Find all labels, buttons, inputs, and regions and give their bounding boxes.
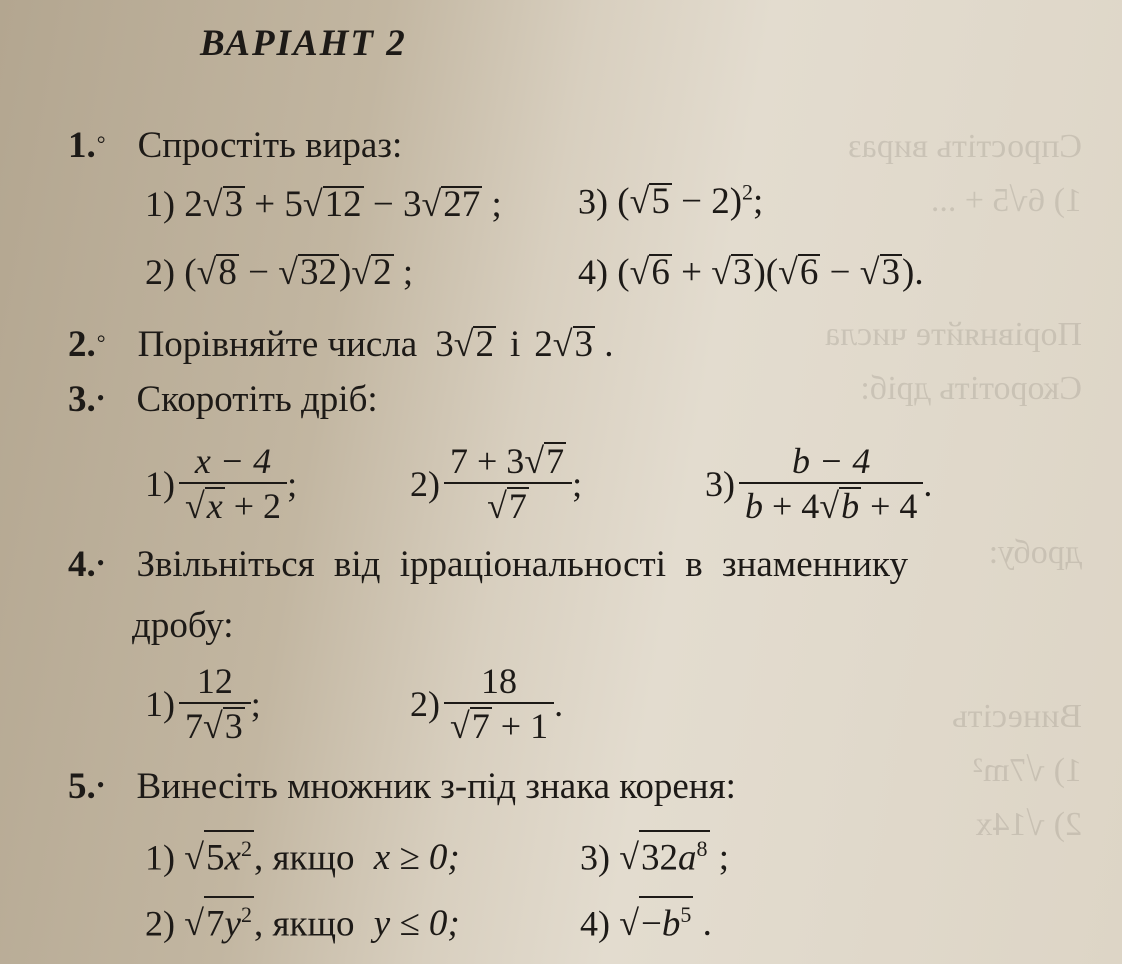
item-label: 4) — [580, 903, 610, 944]
task-number: 3. — [68, 379, 96, 420]
task-3-fraction-1: 1) $\frac{x - 4}{√x + 2}$ ; — [145, 441, 298, 526]
task-1-expr-4 — [578, 251, 924, 294]
item-label: 2) — [410, 464, 440, 504]
denominator: 7√3 — [179, 702, 251, 748]
item-label: 3) — [580, 837, 610, 878]
task-number: 4. — [68, 544, 96, 585]
condition-text: , якщо — [253, 903, 355, 945]
task-5-expr-3 — [580, 830, 729, 879]
math-expr: $√-b^5$ . — [619, 903, 712, 944]
math-expr: 2√3 . — [534, 324, 614, 365]
task-3-fraction-2: 2) $\frac{7 + 3√7}{√7}$ ; — [410, 441, 583, 526]
page-title: ВАРІАНТ 2 — [200, 23, 407, 64]
item-label: 4) — [578, 252, 608, 292]
difficulty-mark: • — [96, 549, 105, 575]
task-text: Винесіть множник з-під знака кореня: — [136, 766, 736, 807]
numerator: 7 + 3√7 — [450, 441, 565, 481]
fraction — [179, 660, 251, 748]
task-number: 1. — [68, 125, 96, 166]
numerator: 18 — [481, 661, 518, 701]
item-label: 3) — [578, 181, 608, 222]
bleed-line: 1) √7m² — [972, 752, 1082, 789]
task-3-fraction-3: 3) $\frac{b - 4}{b + 4√b + 4}$ . — [705, 441, 933, 526]
item-label: 3) — [705, 464, 735, 504]
math-expr: $√5x^2$ — [184, 837, 254, 878]
task-number: 5. — [68, 766, 96, 807]
fraction — [739, 440, 923, 528]
task-1-expr-2 — [145, 251, 413, 294]
task-1-header — [68, 124, 402, 167]
task-4-text-continued: дробу: — [132, 605, 234, 646]
bleed-line: Спростіть вираз — [848, 128, 1082, 165]
denominator: √x + 2 — [179, 482, 287, 528]
numerator: x − 4 — [194, 441, 272, 481]
task-5-expr-4 — [580, 896, 712, 945]
item-label: 2) — [410, 684, 440, 724]
task-5-header — [68, 765, 736, 808]
condition-inequality: x ≥ 0; — [373, 837, 460, 879]
task-1-expr-3 — [578, 180, 763, 223]
bleed-line: Винесіть — [952, 698, 1082, 735]
item-label: 1) — [145, 837, 175, 878]
task-2 — [68, 323, 614, 366]
condition-inequality: y ≤ 0; — [373, 903, 460, 945]
difficulty-mark: • — [96, 384, 105, 410]
task-3-header — [68, 378, 378, 421]
bleed-line: 2) √14x — [975, 806, 1082, 843]
task-1-expr-1 — [145, 183, 502, 226]
math-expr: 3√2 — [435, 324, 494, 365]
difficulty-mark: ° — [96, 329, 106, 355]
task-text: Порівняйте числа — [137, 324, 418, 365]
task-4-fraction-2: 2) $\frac{18}{√7 + 1}$ . — [410, 661, 564, 746]
fraction — [444, 660, 554, 748]
task-text: Скоротіть дріб: — [136, 379, 378, 420]
task-4-header — [68, 543, 908, 586]
task-number: 2. — [68, 324, 96, 365]
bleed-line: 1) 6√5 + ... — [930, 182, 1082, 219]
task-5-expr-2 — [145, 896, 460, 945]
math-expr: (√6 + √3)(√6 − √3). — [617, 252, 924, 293]
fraction — [444, 440, 572, 528]
bleed-line: дробу: — [988, 534, 1082, 571]
item-label: 2) — [145, 252, 175, 292]
task-5-expr-1 — [145, 830, 460, 879]
denominator: b + 4√b + 4 — [739, 482, 923, 528]
item-label: 1) — [145, 464, 175, 504]
item-label: 2) — [145, 903, 175, 944]
item-label: 1) — [145, 184, 175, 224]
math-expr: $√7y^2$ — [184, 903, 254, 944]
numerator: b − 4 — [792, 441, 871, 481]
difficulty-mark: • — [96, 771, 105, 797]
bleed-line: Скоротіть дріб: — [860, 370, 1082, 407]
numerator: 12 — [196, 661, 233, 701]
task-text: Спростіть вираз: — [137, 125, 403, 166]
math-expr: 2√3 + 5√12 − 3√27 ; — [184, 184, 502, 225]
bleed-line: Порівняйте числа — [825, 316, 1082, 353]
item-label: 1) — [145, 684, 175, 724]
difficulty-mark: ° — [96, 130, 106, 156]
math-expr: (√8 − √32)√2 ; — [184, 252, 414, 293]
task-text: Звільніться від ірраціональності в знаменнику — [136, 544, 908, 585]
task-4-fraction-1: 1) $\frac{12}{7√3}$ ; — [145, 661, 261, 746]
denominator: √7 + 1 — [444, 702, 554, 748]
condition-text: , якщо — [253, 837, 355, 879]
math-expr: $√32a^8$ ; — [619, 837, 729, 878]
denominator: √7 — [444, 482, 572, 528]
math-expr: $(√5 - 2)^2$; — [617, 180, 764, 223]
conjunction: і — [509, 324, 521, 365]
fraction — [179, 440, 287, 528]
